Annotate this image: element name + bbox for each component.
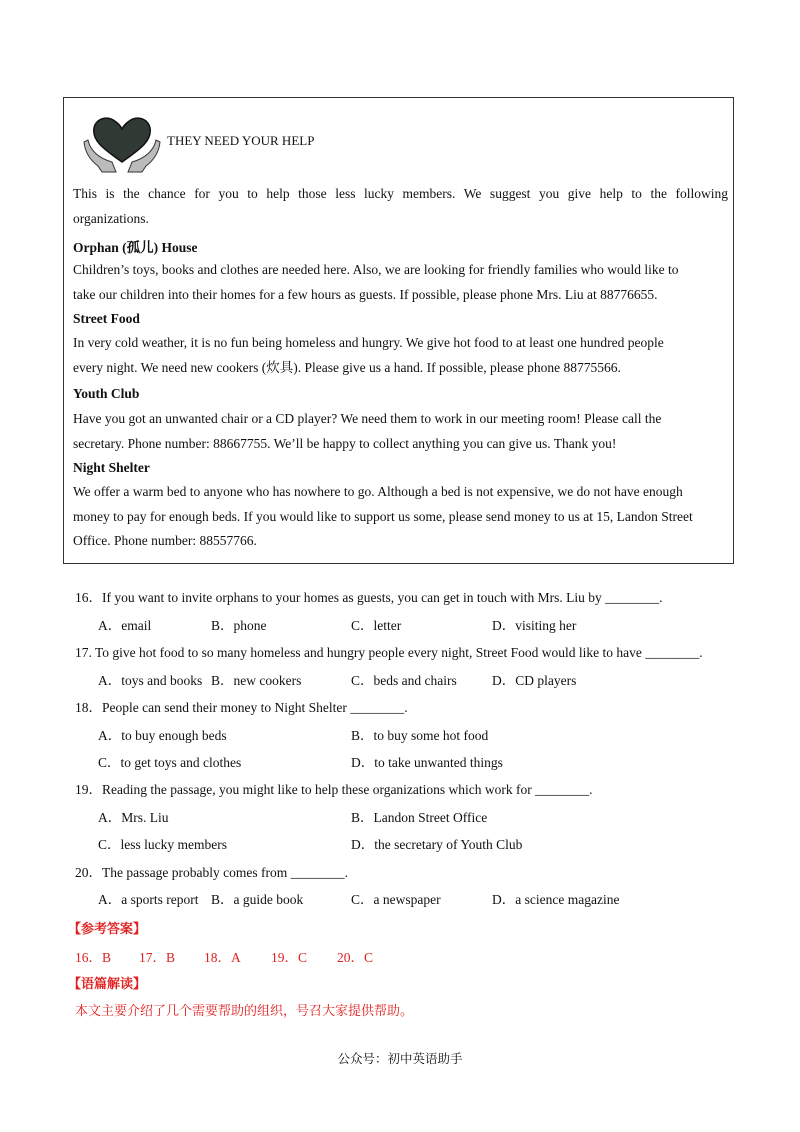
- answers-heading: 【参考答案】: [68, 922, 147, 937]
- answer-20: 20．C: [337, 950, 374, 965]
- analysis-heading: 【语篇解读】: [68, 977, 147, 992]
- answer-18: 18．A: [204, 950, 241, 965]
- question-18-stem: 18．People can send their money to Night Shelter ________.: [75, 700, 408, 715]
- q16-option-c[interactable]: C．letter: [351, 618, 402, 633]
- q19-option-c[interactable]: C．less lucky members: [98, 837, 227, 852]
- answer-16: 16．B: [75, 950, 112, 965]
- q19-option-d[interactable]: D．the secretary of Youth Club: [351, 837, 523, 852]
- heart-hands-icon: [82, 110, 162, 174]
- q20-option-b[interactable]: B．a guide book: [211, 892, 304, 907]
- street-food-heading: Street Food: [73, 311, 140, 326]
- question-20-stem: 20．The passage probably comes from ________.: [75, 865, 348, 880]
- q16-option-d[interactable]: D．visiting her: [492, 618, 577, 633]
- question-17-stem: 17. To give hot food to so many homeless and hungry people every night, Street Food would like to have ________.: [75, 645, 703, 660]
- q20-option-d[interactable]: D．a science magazine: [492, 892, 620, 907]
- analysis-text: 本文主要介绍了几个需要帮助的组织，号召大家提供帮助。: [75, 1004, 414, 1019]
- question-19-stem: 19．Reading the passage, you might like to help these organizations which work for ________.: [75, 782, 593, 797]
- q18-option-c[interactable]: C．to get toys and clothes: [98, 755, 242, 770]
- night-shelter-text: We offer a warm bed to anyone who has nowhere to go. Although a bed is not expensive, we do not have enough money to pay for enough beds. If you would like to support us some, please send money to us at 15, Landon Street Office. Phone number: 88557766.: [73, 484, 693, 548]
- orphan-house-heading: Orphan (孤儿) House: [73, 240, 198, 255]
- orphan-house-text: Children’s toys, books and clothes are needed here. Also, we are looking for friendly families who would like to take our children into their homes for a few hours as guests. If possible, please phone Mrs. Liu at 88776655.: [73, 262, 679, 302]
- youth-club-heading: Youth Club: [73, 386, 140, 401]
- intro-paragraph: This is the chance for you to help those less lucky members. We suggest you give help to the following organizations.: [73, 186, 728, 226]
- q18-option-b[interactable]: B．to buy some hot food: [351, 728, 489, 743]
- q17-option-a[interactable]: A．toys and books: [98, 673, 203, 688]
- answer-17: 17．B: [139, 950, 176, 965]
- q16-option-a[interactable]: A．email: [98, 618, 152, 633]
- street-food-text: In very cold weather, it is no fun being homeless and hungry. We give hot food to at least one hundred people every night. We need new cookers (炊具). Please give us a hand. If possible, please phone 88775566.: [73, 335, 664, 375]
- youth-club-text: Have you got an unwanted chair or a CD player? We need them to work in our meeting room! Please call the secretary. Phone number: 88667755. We’ll be happy to collect anything you can give us. Thank you!: [73, 411, 662, 451]
- q19-option-b[interactable]: B．Landon Street Office: [351, 810, 488, 825]
- q17-option-d[interactable]: D．CD players: [492, 673, 577, 688]
- box-title: THEY NEED YOUR HELP: [167, 133, 315, 148]
- q20-option-c[interactable]: C．a newspaper: [351, 892, 441, 907]
- q17-option-c[interactable]: C．beds and chairs: [351, 673, 457, 688]
- night-shelter-heading: Night Shelter: [73, 460, 150, 475]
- q18-option-a[interactable]: A．to buy enough beds: [98, 728, 227, 743]
- q16-option-b[interactable]: B．phone: [211, 618, 267, 633]
- q19-option-a[interactable]: A．Mrs. Liu: [98, 810, 169, 825]
- passage-box: [63, 97, 734, 564]
- q20-option-a[interactable]: A．a sports report: [98, 892, 199, 907]
- question-16-stem: 16．If you want to invite orphans to your homes as guests, you can get in touch with Mrs. Liu by ________.: [75, 590, 663, 605]
- footer-text: 公众号：初中英语助手: [337, 1051, 463, 1066]
- answer-19: 19．C: [271, 950, 308, 965]
- q17-option-b[interactable]: B．new cookers: [211, 673, 302, 688]
- q18-option-d[interactable]: D．to take unwanted things: [351, 755, 503, 770]
